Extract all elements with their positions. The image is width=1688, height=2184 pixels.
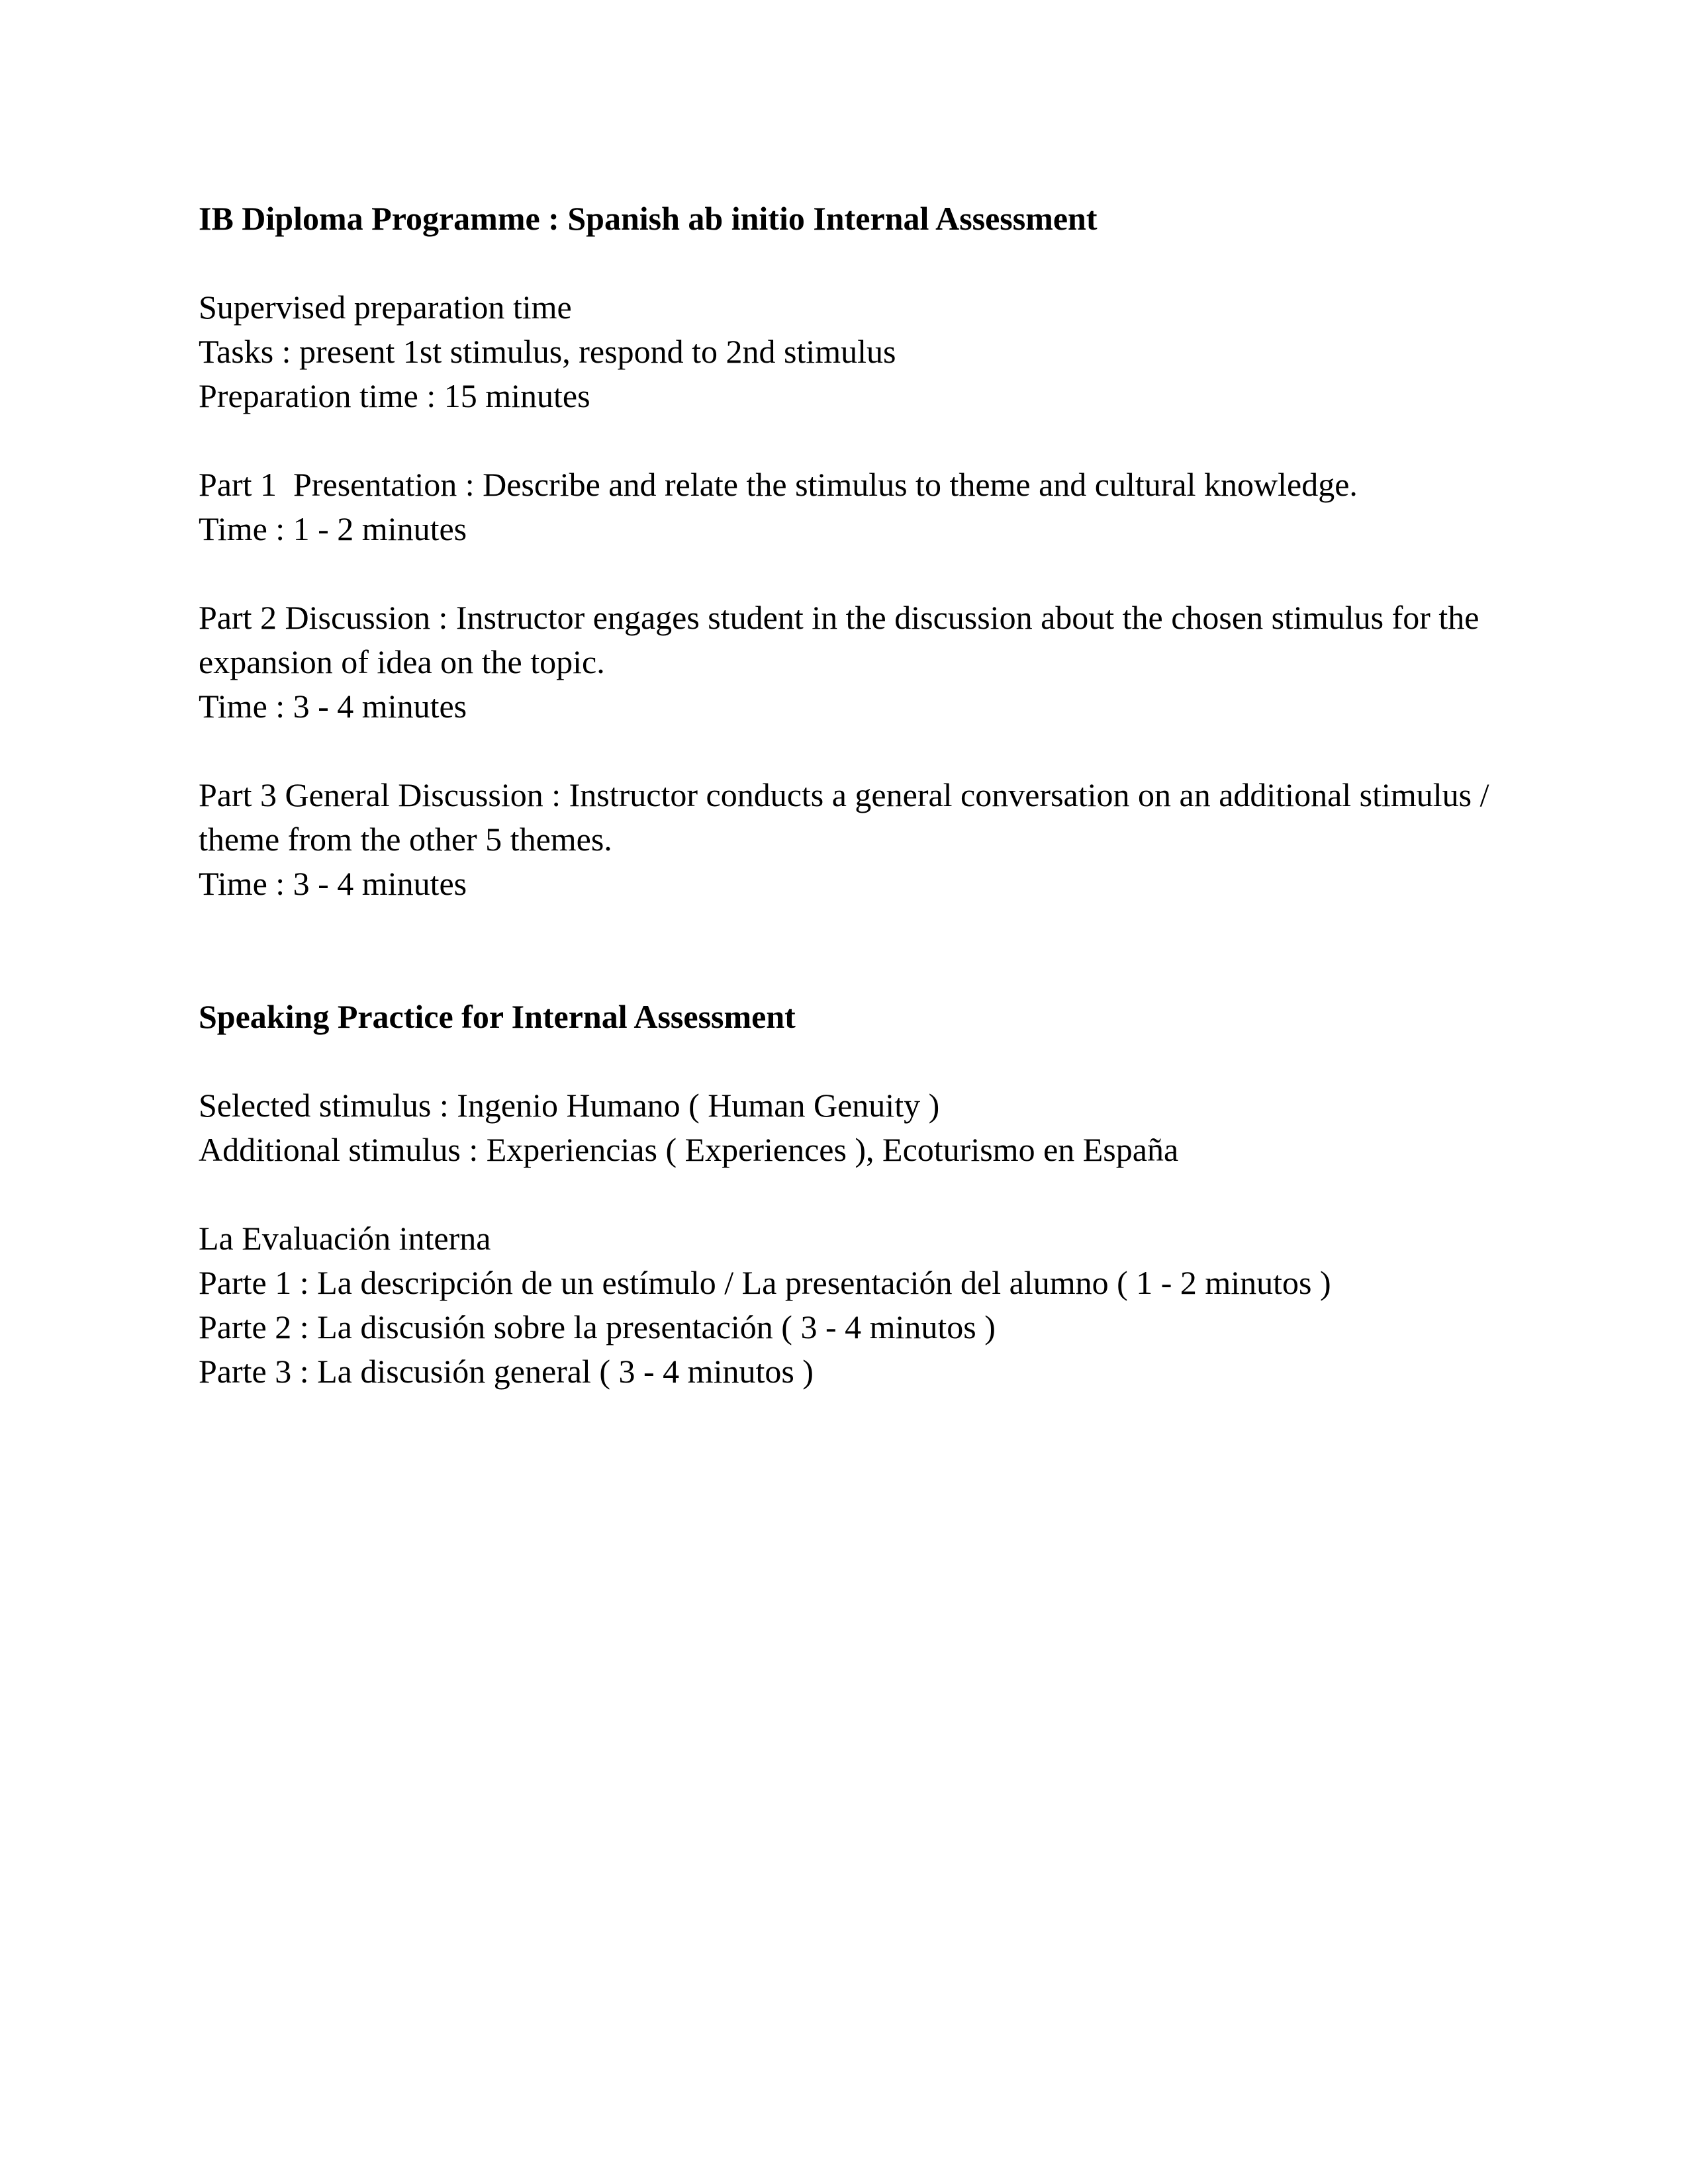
part2-description-line-1: Part 2 Discussion : Instructor engages student in the discussion about the chosen stimulus for the: [199, 599, 1479, 636]
paragraph-part1: [199, 463, 1489, 551]
parte1-line: Parte 1 : La descripción de un estímulo / La presentación del alumno ( 1 - 2 minutos ): [199, 1264, 1331, 1301]
paragraph-evaluacion-interna: [199, 1216, 1489, 1394]
part3-description-line-1: Part 3 General Discussion : Instructor conducts a general conversation on an additional stimulus /: [199, 776, 1489, 813]
preparation-time-line: Preparation time : 15 minutes: [199, 377, 590, 414]
part3-description-line-2: theme from the other 5 themes.: [199, 821, 612, 858]
parte2-line: Parte 2 : La discusión sobre la presentación ( 3 - 4 minutos ): [199, 1308, 996, 1345]
heading-line: Speaking Practice for Internal Assessment: [199, 998, 796, 1035]
part2-description-line-2: expansion of idea on the topic.: [199, 643, 605, 680]
parte3-line: Parte 3 : La discusión general ( 3 - 4 minutos ): [199, 1353, 814, 1390]
paragraph-stimuli: [199, 1083, 1489, 1172]
paragraph-preparation-info: [199, 285, 1489, 418]
title-line: IB Diploma Programme : Spanish ab initio Internal Assessment: [199, 200, 1098, 237]
part2-time-line: Time : 3 - 4 minutes: [199, 688, 467, 725]
selected-stimulus-line: Selected stimulus : Ingenio Humano ( Human Genuity ): [199, 1087, 940, 1124]
paragraph-part2: [199, 596, 1489, 729]
evaluacion-interna-line: La Evaluación interna: [199, 1220, 491, 1257]
tasks-line: Tasks : present 1st stimulus, respond to 2nd stimulus: [199, 333, 896, 370]
document-title: [199, 197, 1489, 241]
part1-description-line: Part 1 Presentation : Describe and relate the stimulus to theme and cultural knowledge.: [199, 466, 1358, 503]
supervised-preparation-line: Supervised preparation time: [199, 289, 572, 326]
speaking-practice-heading: [199, 995, 1489, 1039]
paragraph-part3: [199, 773, 1489, 906]
part3-time-line: Time : 3 - 4 minutes: [199, 865, 467, 902]
part1-time-line: Time : 1 - 2 minutes: [199, 510, 467, 547]
additional-stimulus-line: Additional stimulus : Experiencias ( Experiences ), Ecoturismo en España: [199, 1131, 1179, 1168]
